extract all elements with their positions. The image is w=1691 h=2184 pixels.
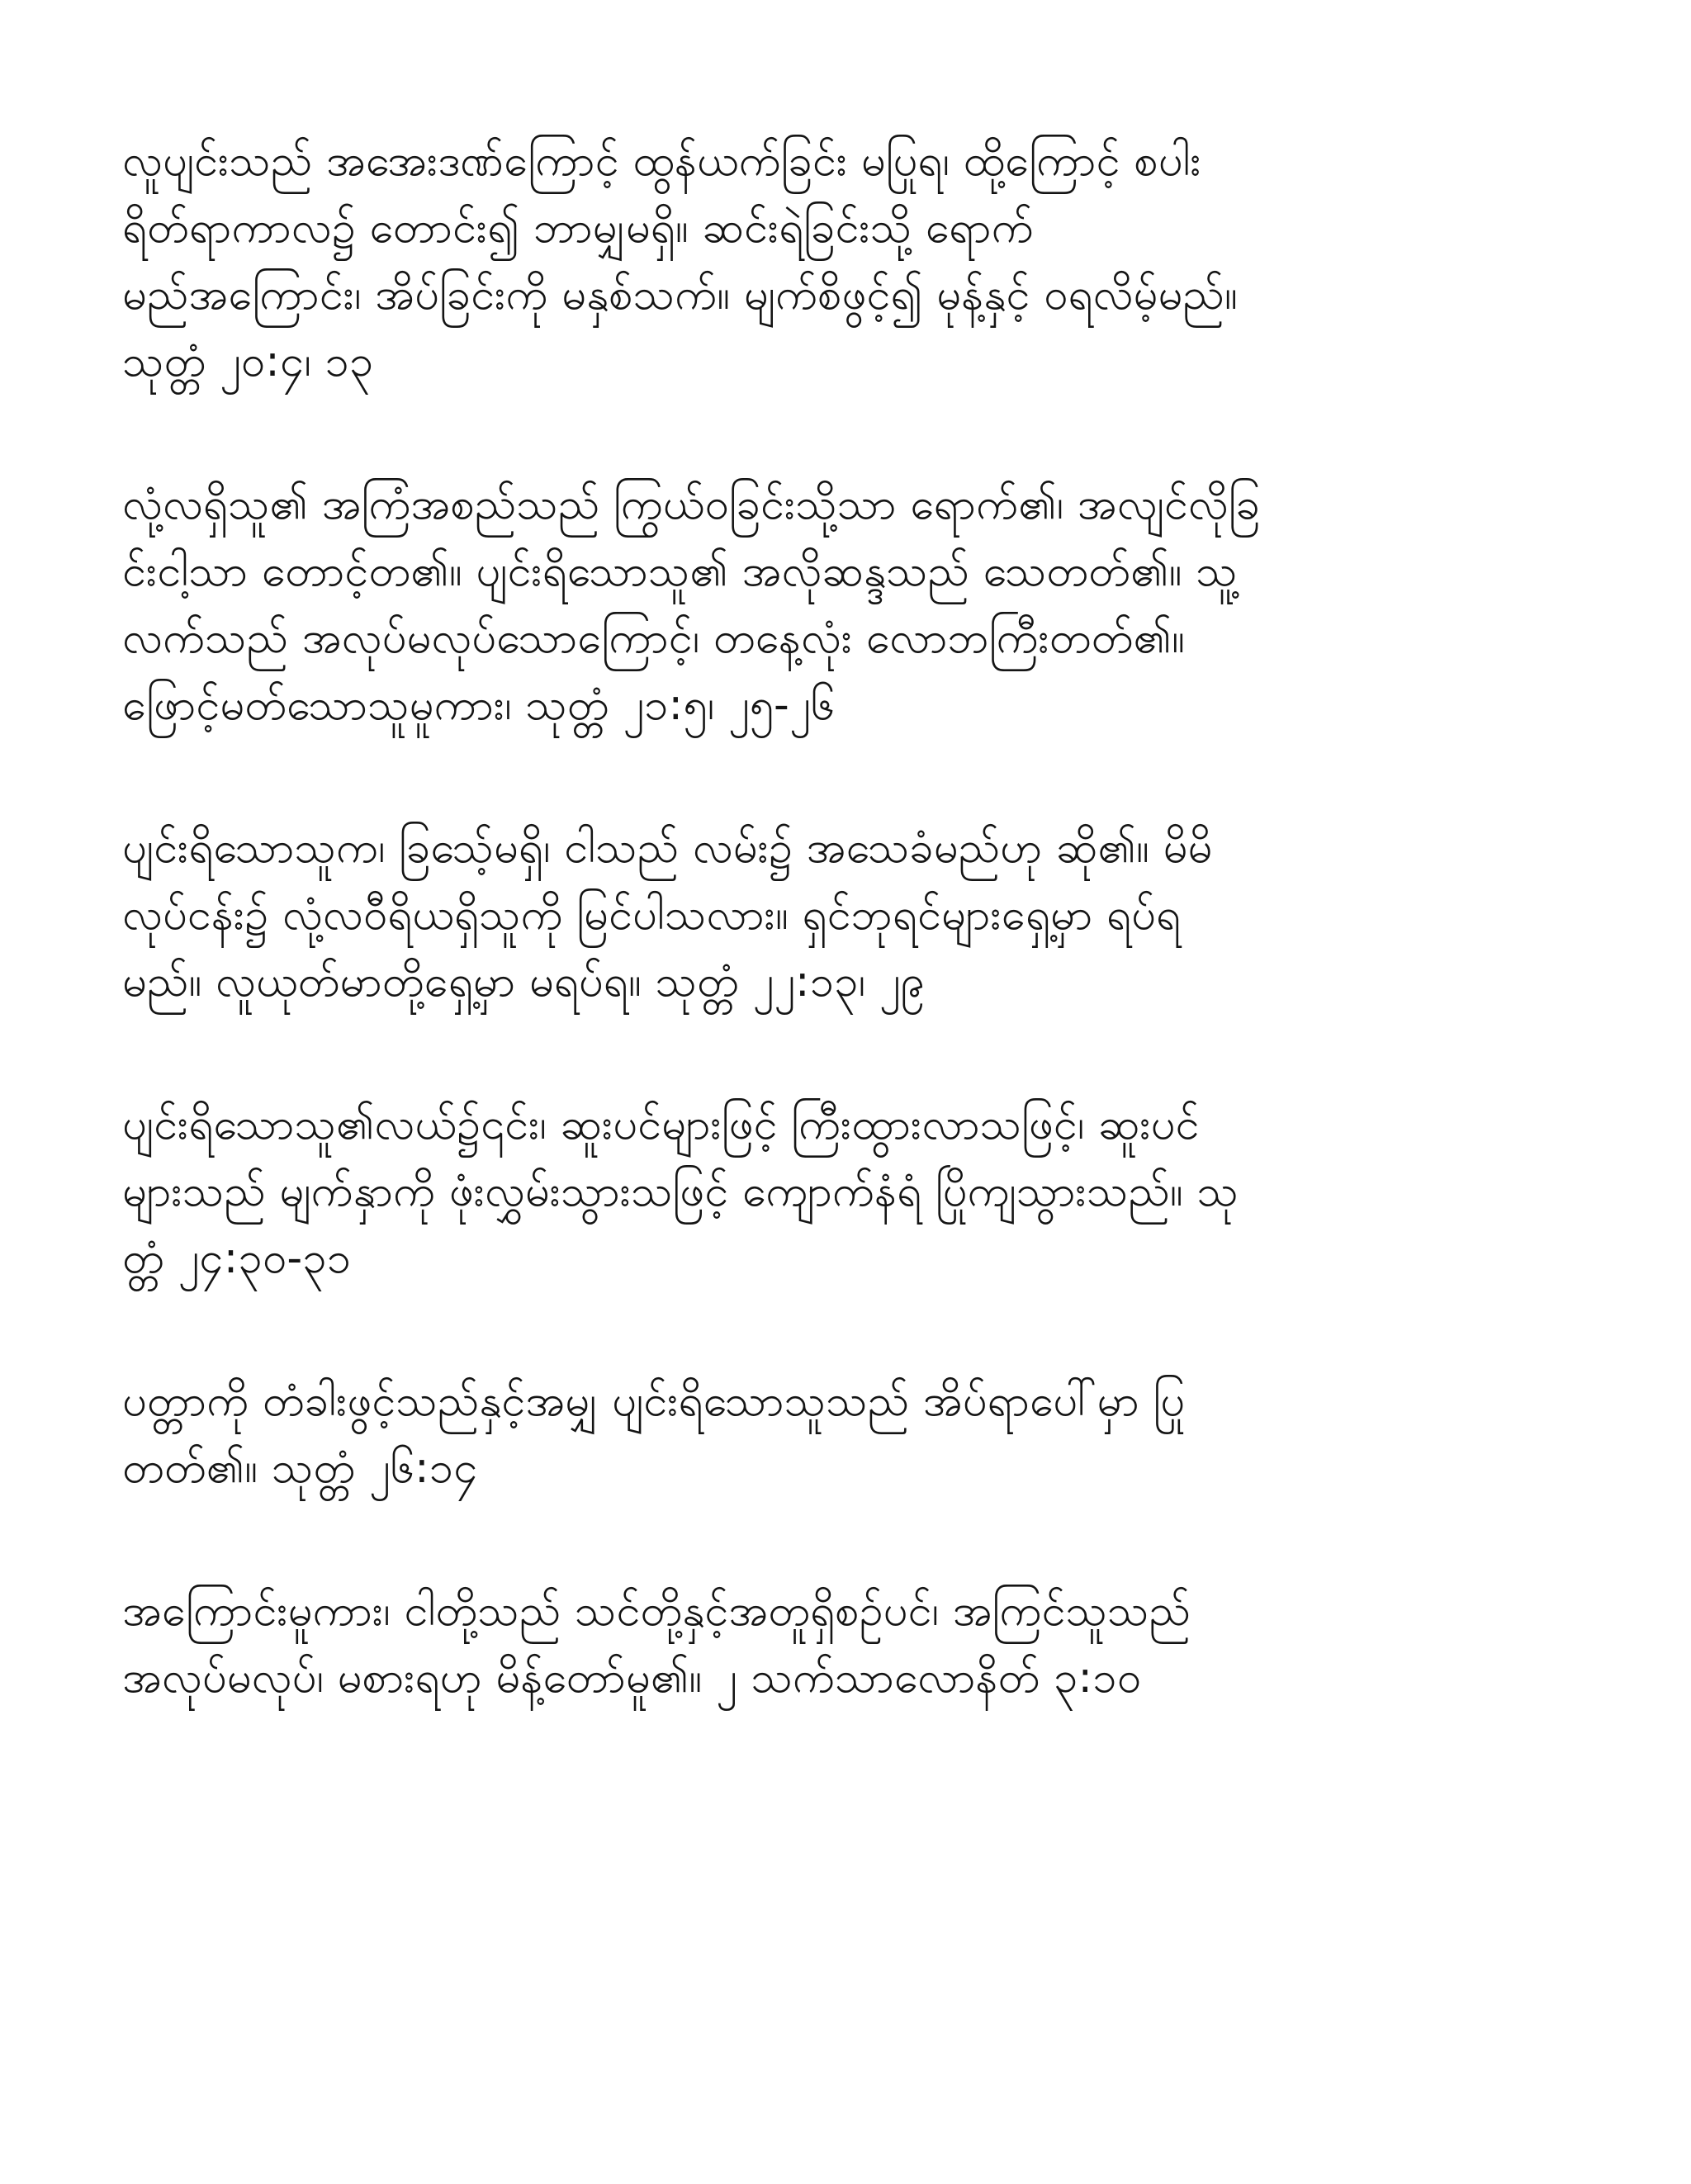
text-line: လုပ်ငန်း၌ လုံ့လဝီရိယရှိသူကို မြင်ပါသလား။ ရှင်ဘုရင်များရှေ့မှာ ရပ်ရ (122, 890, 1182, 940)
verse-reference: အလုပ်မလုပ်၊ မစားရဟု မိန့်တော်မူ၏။ ၂ သက်သာလောနိတ် ၃:၁၀ (122, 1653, 1142, 1703)
verse-reference: တ္တံ ၂၄:၃၀-၃၁ (122, 1234, 352, 1283)
text-line: ပတ္တာကို တံခါးဖွင့်သည်နှင့်အမျှ ပျင်းရိသောသူသည် အိပ်ရာပေါ်မှာ ပြု (122, 1376, 1186, 1426)
passage-4 (122, 1092, 1567, 1292)
text-line: င်းငါ့သာ တောင့်တ၏။ ပျင်းရိသောသူ၏ အလိုဆန္ဒသည် သေတတ်၏။ သူ့ (122, 547, 1238, 596)
passage-2 (122, 471, 1567, 739)
text-line: လုံ့လရှိသူ၏ အကြံအစည်သည် ကြွယ်ဝခြင်းသို့သာ ရောက်၏၊ အလျင်လိုခြ (122, 480, 1261, 529)
text-line: များသည် မျက်နှာကို ဖုံးလွှမ်းသွားသဖြင့် ကျောက်နံရံ ပြိုကျသွားသည်။ သု (122, 1167, 1239, 1216)
text-line: အကြောင်းမူကား၊ ငါတို့သည် သင်တို့နှင့်အတူရှိစဉ်ပင်၊ အကြင်သူသည် (122, 1586, 1191, 1636)
text-line: မည်အကြောင်း၊ အိပ်ခြင်းကို မနှစ်သက်။ မျက်စိဖွင့်၍ မုန့်နှင့် ဝရလိမ့်မည်။ (122, 270, 1238, 320)
verse-reference: မည်။ လူယုတ်မာတို့ရှေ့မှာ မရပ်ရ။ သုတ္တံ ၂၂:၁၃၊ ၂၉ (122, 957, 925, 1007)
passage-3 (122, 815, 1567, 1016)
text-line: ပျင်းရိသောသူ၏လယ်၌၎င်း၊ ဆူးပင်များဖြင့် ကြီးထွားလာသဖြင့်၊ ဆူးပင် (122, 1100, 1200, 1149)
passage-1 (122, 128, 1567, 396)
passage-5 (122, 1368, 1567, 1502)
verse-reference: တတ်၏။ သုတ္တံ ၂၆:၁၄ (122, 1443, 478, 1493)
text-line: ရိတ်ရာကာလ၌ တောင်း၍ ဘာမျှမရှိ။ ဆင်းရဲခြင်းသို့ ရောက် (122, 203, 1034, 253)
text-line: လက်သည် အလုပ်မလုပ်သောကြောင့်၊ တနေ့လုံး လောဘကြီးတတ်၏။ (122, 614, 1185, 663)
verse-reference: သုတ္တံ ၂၀:၄၊ ၁၃ (122, 337, 374, 386)
text-line: ပျင်းရိသောသူက၊ ခြသေ့်မရှိ၊ ငါသည် လမ်း၌ အသေခံမည်ဟု ဆို၏။ မိမိ (122, 823, 1213, 873)
passage-6 (122, 1578, 1567, 1712)
text-line: လူပျင်းသည် အအေးဒဏ်ကြောင့် ထွန်ယက်ခြင်း မပြုရ၊ ထို့ကြောင့် စပါး (122, 136, 1201, 186)
verse-reference: ဖြောင့်မတ်သောသူမူကား၊ သုတ္တံ ၂၁:၅၊ ၂၅-၂၆ (122, 680, 836, 730)
